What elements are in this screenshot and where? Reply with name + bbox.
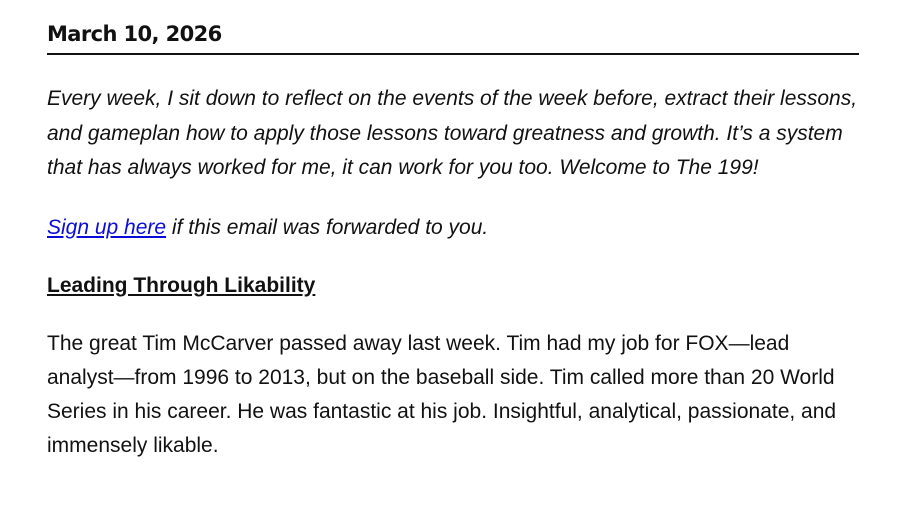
signup-line (47, 213, 859, 243)
intro-paragraph (47, 82, 859, 186)
issue-date: March 10, 2026 (47, 19, 859, 55)
section-heading: Leading Through Likability (47, 273, 316, 297)
section-body-text: The great Tim McCarver passed away last week. Tim had my job for FOX—lead analyst—from 1996 to 2013, but on the baseball side. Tim called more than 20 World Series in his career. He was fantastic at his job. Insightful, analytical, passionate, and immensely likable. (47, 331, 837, 458)
signup-suffix: if this email was forwarded to you. (166, 215, 489, 239)
section-body (47, 327, 859, 464)
intro-text: Every week, I sit down to reflect on the events of the week before, extract their lessons, and gameplan how to apply those lessons toward greatness and growth. It’s a system that has always worked for me, it can work for you too. Welcome to The 199! (47, 87, 858, 179)
sign-up-link[interactable]: Sign up here (47, 215, 167, 239)
newsletter-content (47, 19, 859, 463)
